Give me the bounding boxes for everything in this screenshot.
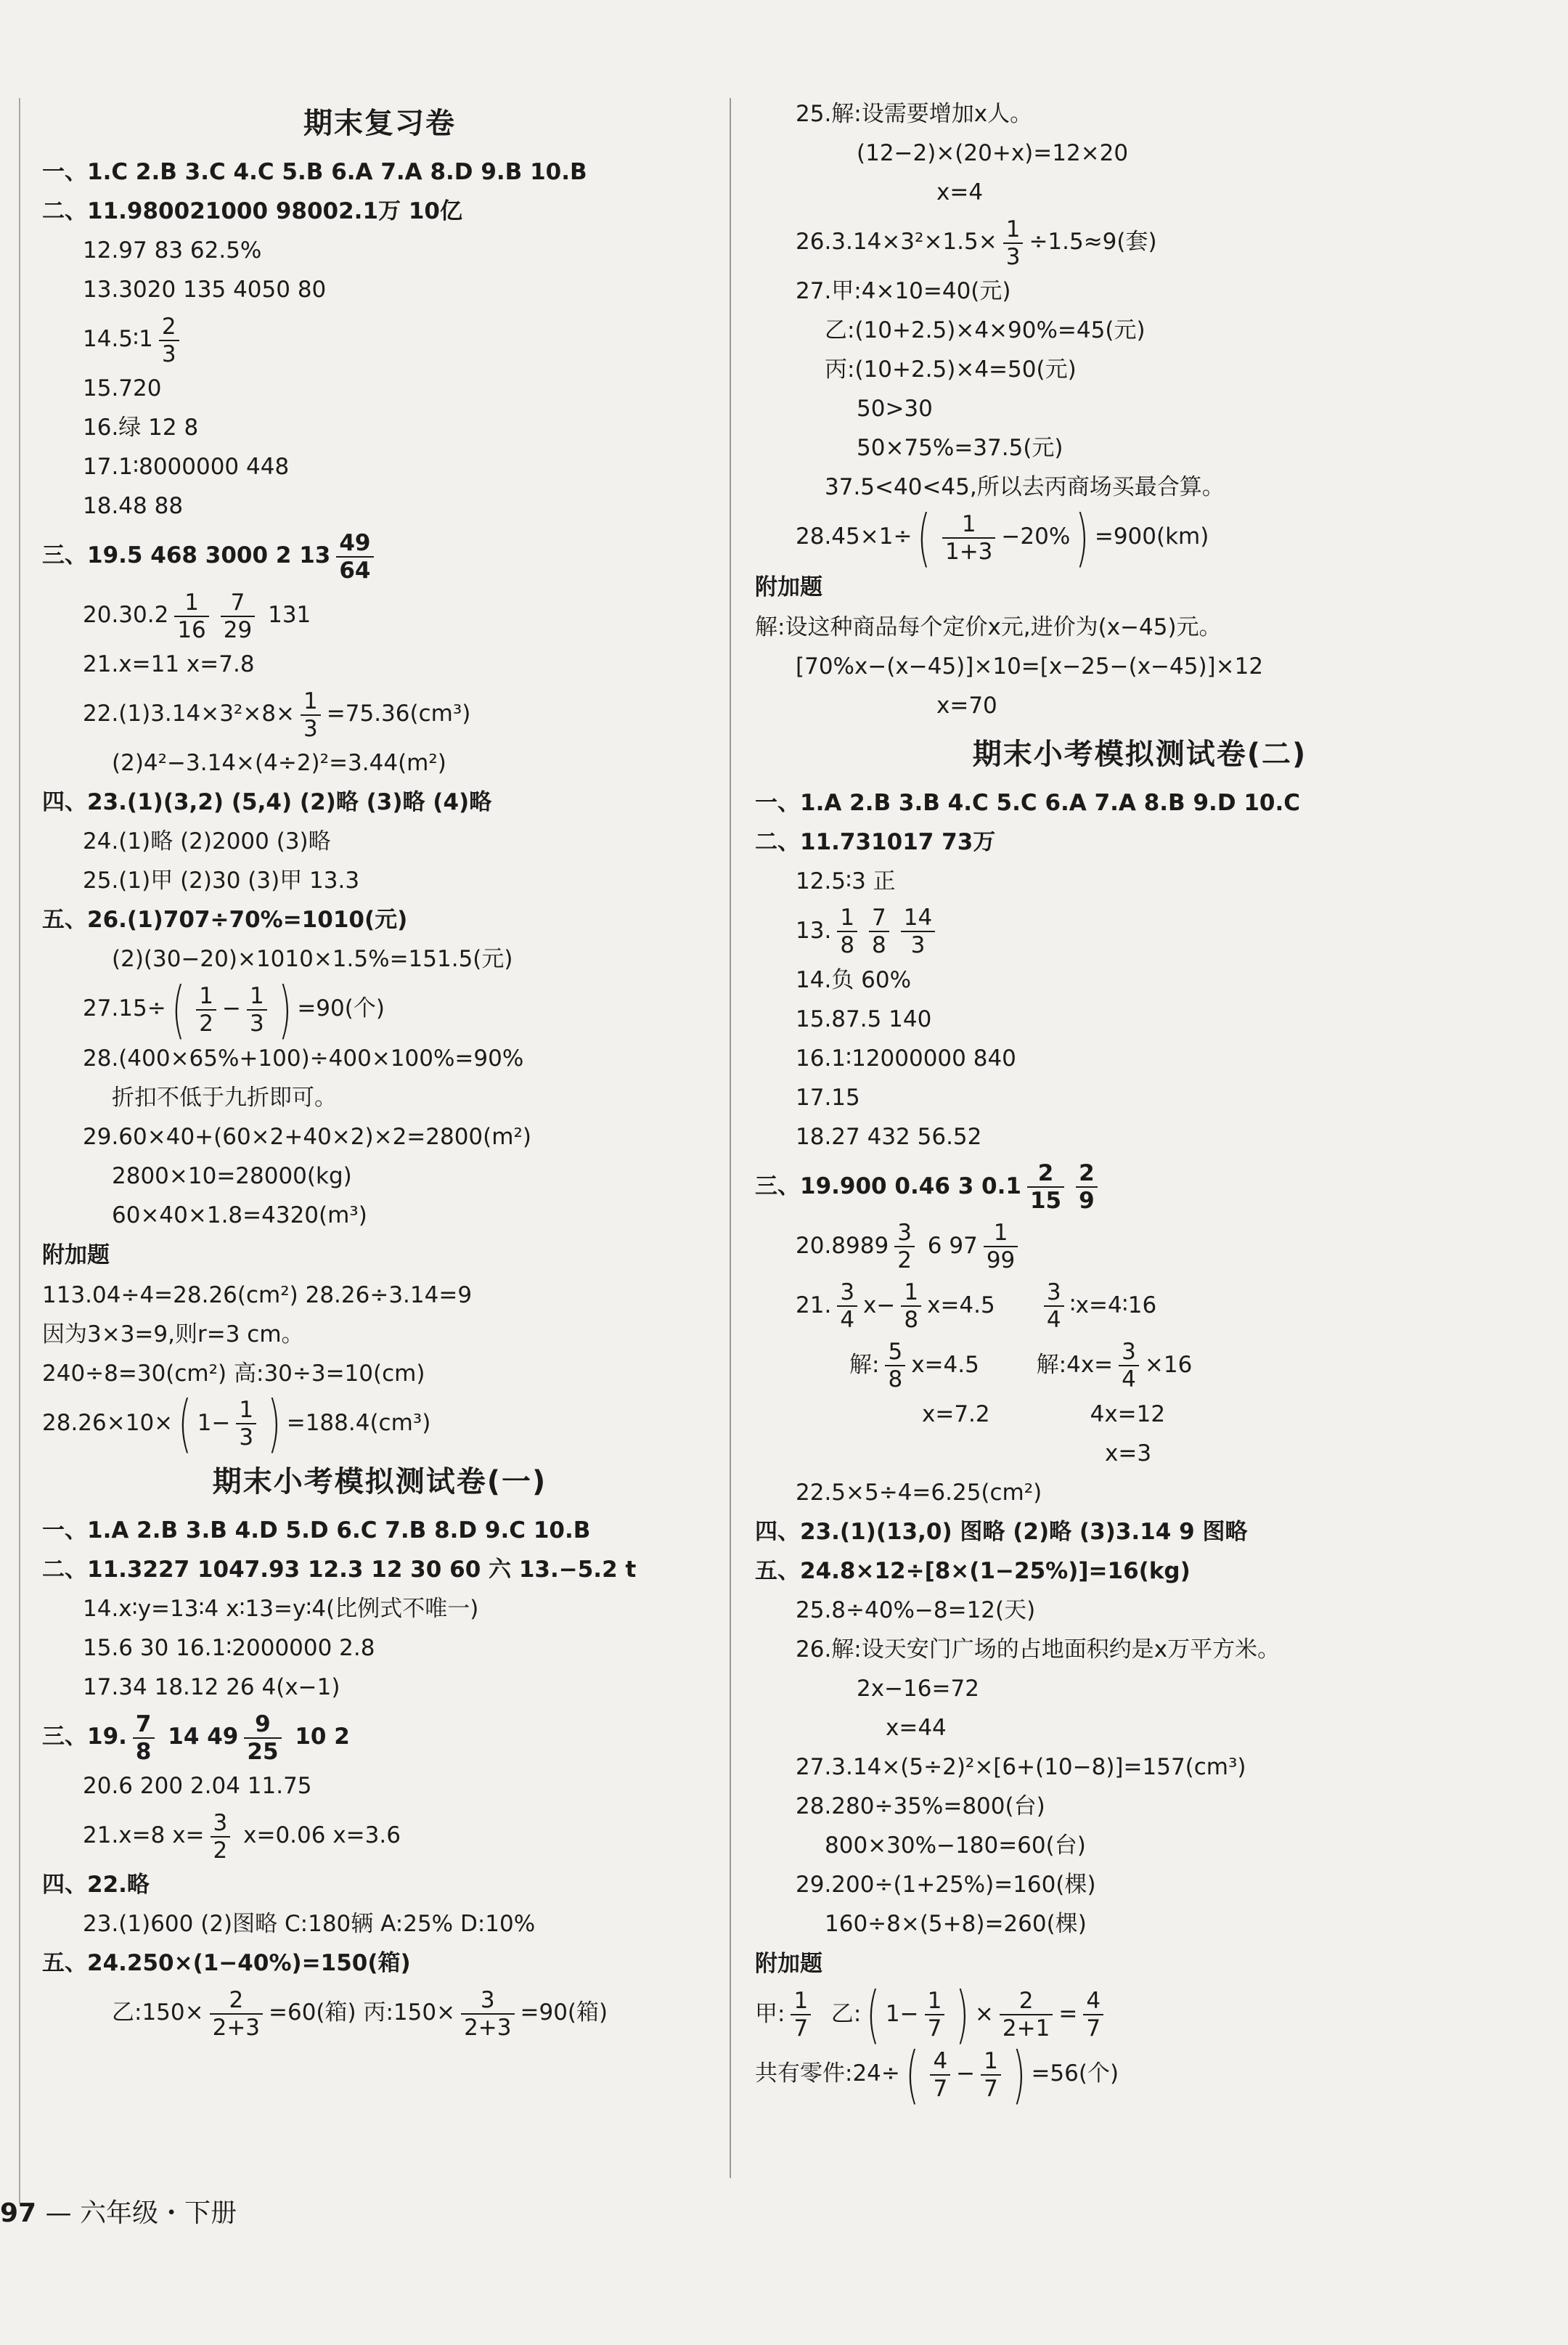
fraction: $\frac{1}{2}$	[196, 983, 216, 1037]
answer-line: x=7.2 4x=12	[922, 1400, 1166, 1427]
fraction: $\frac{2}{2+3}$	[210, 1987, 263, 2041]
fraction: $\frac{1}{7}$	[981, 2048, 1001, 2102]
fraction: $\frac{9}{25}$	[244, 1711, 281, 1765]
answer-line: 37.5<40<45,所以去丙商场买最合算。	[825, 474, 1225, 500]
answer-line: x=4	[936, 179, 984, 205]
answer-line: 解:设这种商品每个定价x元,进价为(x−45)元。	[755, 613, 1222, 640]
answer-line: 27.甲:4×10=40(元)	[796, 278, 1011, 304]
fraction: $\frac{49}{64}$	[336, 530, 373, 584]
answer-line: 12.97 83 62.5%	[83, 237, 262, 264]
answer-line: 113.04÷4=28.26(cm²) 28.26÷3.14=9	[42, 1281, 473, 1308]
fraction: $\frac{7}{8}$	[133, 1711, 155, 1765]
answer-line: 20.30.2 $\frac{1}{16}$ $\frac{7}{29}$ 131	[83, 589, 311, 643]
fraction: $\frac{1}{8}$	[837, 905, 857, 958]
answer-line: x=3	[1105, 1440, 1152, 1467]
answer-line: 折扣不低于九折即可。	[112, 1084, 337, 1111]
answer-line: 因为3×3=9,则r=3 cm。	[42, 1321, 304, 1347]
right-column	[755, 94, 1524, 2111]
page-footer	[0, 2193, 237, 2230]
fraction: $\frac{1}{3}$	[1003, 216, 1024, 270]
answer-line: 15.720	[83, 375, 162, 401]
answer-line: 50>30	[857, 396, 933, 422]
answer-line: 三、19. $\frac{7}{8}$ 14 49 $\frac{9}{25}$ 10 2	[42, 1710, 350, 1765]
extra-title: 附加题	[755, 1950, 822, 1977]
answer-line: 21.x=8 x= $\frac{3}{2}$ x=0.06 x=3.6	[83, 1809, 401, 1864]
answer-line: 60×40×1.8=4320(m³)	[112, 1202, 367, 1228]
answer-line: 28.(400×65%+100)÷400×100%=90%	[83, 1045, 524, 1072]
fraction: $\frac{1}{7}$	[791, 1988, 811, 2042]
fraction: $\frac{1}{99}$	[984, 1220, 1018, 1273]
fraction: $\frac{1}{3}$	[236, 1397, 256, 1451]
answer-line: 26.解:设天安门广场的占地面积约是x万平方米。	[796, 1636, 1281, 1663]
fraction: $\frac{1}{3}$	[247, 983, 267, 1037]
left-margin-rule	[19, 98, 20, 2203]
answer-line: 28.26×10×( 1− $\frac{1}{3}$ ) =188.4(cm³)	[42, 1387, 431, 1460]
answer-line: 二、11.731017 73万	[755, 828, 996, 855]
fraction: $\frac{3}{2+3}$	[461, 1987, 514, 2041]
answer-line: 四、23.(1)(3,2) (5,4) (2)略 (3)略 (4)略	[42, 789, 492, 815]
column-divider	[730, 98, 731, 2178]
mock2-title: 期末小考模拟测试卷(二)	[972, 737, 1307, 771]
fraction: $\frac{7}{29}$	[221, 590, 255, 643]
answer-line: 一、1.C 2.B 3.C 4.C 5.B 6.A 7.A 8.D 9.B 10.B	[42, 159, 587, 185]
answer-line: 四、22.略	[42, 1872, 150, 1898]
answer-line: (2)(30−20)×1010×1.5%=151.5(元)	[112, 946, 513, 972]
fraction: $\frac{1}{7}$	[925, 1988, 945, 2042]
answer-line: x=70	[936, 692, 997, 719]
fraction: $\frac{3}{4}$	[1119, 1339, 1139, 1392]
answer-line: x=44	[886, 1714, 947, 1741]
answer-line: 15.87.5 140	[796, 1006, 932, 1032]
answer-line: 解: $\frac{5}{8}$ x=4.5 解:4x= $\frac{3}{4}$ ×16	[849, 1339, 1193, 1392]
fraction: $\frac{1}{3}$	[301, 688, 321, 742]
answer-line: 27.15÷( $\frac{1}{2}$ − $\frac{1}{3}$ ) =90(个)	[83, 973, 385, 1046]
answer-line: 17.34 18.12 26 4(x−1)	[83, 1674, 340, 1700]
answer-line: 一、1.A 2.B 3.B 4.C 5.C 6.A 7.A 8.B 9.D 10.C	[755, 789, 1301, 816]
answer-line: 50×75%=37.5(元)	[857, 435, 1063, 461]
answer-line: 四、23.(1)(13,0) 图略 (2)略 (3)3.14 9 图略	[755, 1518, 1248, 1545]
answer-line	[42, 309, 717, 369]
footer-text: — 六年级・下册	[45, 2198, 237, 2228]
page-number: 97	[0, 2198, 37, 2228]
answer-line: 22.(1)3.14×3²×8× $\frac{1}{3}$ =75.36(cm³)	[83, 688, 471, 742]
answer-line: 28.45×1÷( $\frac{1}{1+3}$ −20%) =900(km)	[796, 501, 1209, 574]
answer-line: (12−2)×(20+x)=12×20	[857, 140, 1129, 166]
answer-line: 18.27 432 56.52	[796, 1123, 982, 1150]
answer-line: 14.x∶y=13∶4 x∶13=y∶4(比例式不唯一)	[83, 1596, 479, 1622]
review-title: 期末复习卷	[303, 107, 456, 140]
fraction: $\frac{2}{9}$	[1076, 1160, 1098, 1214]
answer-line: 25.8÷40%−8=12(天)	[796, 1596, 1036, 1623]
answer-line: 五、24.250×(1−40%)=150(箱)	[42, 1950, 411, 1976]
answer-line: 2800×10=28000(kg)	[112, 1162, 352, 1189]
left-column	[42, 94, 717, 2042]
answer-text: 14.5∶1	[83, 326, 153, 352]
answer-line: 17.1∶8000000 448	[83, 454, 290, 480]
answer-line: 15.6 30 16.1∶2000000 2.8	[83, 1635, 375, 1661]
fraction: $\frac{3}{4}$	[837, 1279, 857, 1333]
fraction: $\frac{2}{15}$	[1027, 1160, 1064, 1214]
answer-line: 22.5×5÷4=6.25(cm²)	[796, 1479, 1042, 1506]
answer-line: 五、24.8×12÷[8×(1−25%)]=16(kg)	[755, 1557, 1191, 1584]
answer-line: [70%x−(x−45)]×10=[x−25−(x−45)]×12	[796, 653, 1264, 680]
fraction: $\frac{1}{1+3}$	[942, 511, 995, 565]
answer-line: 28.280÷35%=800(台)	[796, 1793, 1045, 1819]
answer-line: 26.3.14×3²×1.5× $\frac{1}{3}$ ÷1.5≈9(套)	[796, 216, 1157, 270]
answer-line: 16.1∶12000000 840	[796, 1045, 1016, 1072]
answer-line: 29.200÷(1+25%)=160(棵)	[796, 1871, 1096, 1898]
mock1-title: 期末小考模拟测试卷(一)	[212, 1465, 547, 1498]
answer-line: 二、11.980021000 98002.1万 10亿	[42, 198, 462, 224]
fraction: $\frac{2}{3}$	[159, 314, 179, 367]
fraction: $\frac{4}{7}$	[930, 2048, 950, 2102]
answer-line: 12.5∶3 正	[796, 868, 896, 894]
answer-line: 18.48 88	[83, 493, 184, 519]
answer-line: (2)4²−3.14×(4÷2)²=3.44(m²)	[112, 750, 446, 776]
answer-line: 800×30%−180=60(台)	[825, 1832, 1086, 1859]
answer-line: 甲: $\frac{1}{7}$ 乙:( 1− $\frac{1}{7}$ ) × $\frac{2}{2+1}$ = $\frac{4}{7}$	[755, 1984, 1524, 2044]
fraction: $\frac{1}{8}$	[901, 1279, 921, 1333]
answer-line: 20.8989 $\frac{3}{2}$ 6 97 $\frac{1}{99}$	[755, 1216, 1524, 1276]
answer-line: 丙:(10+2.5)×4=50(元)	[825, 356, 1077, 383]
answer-line: 160÷8×(5+8)=260(棵)	[825, 1910, 1087, 1937]
fraction: $\frac{4}{7}$	[1083, 1988, 1103, 2042]
fraction: $\frac{3}{2}$	[211, 1810, 231, 1864]
answer-line: 乙:150× $\frac{2}{2+3}$ =60(箱) 丙:150× $\frac{3}{2+3}$ =90(箱)	[112, 1986, 608, 2041]
extra-title: 附加题	[42, 1241, 110, 1268]
answer-line: 13.3020 135 4050 80	[83, 277, 327, 303]
answer-line: 14.负 60%	[796, 966, 912, 993]
answer-line: 13. $\frac{1}{8}$ $\frac{7}{8}$ $\frac{14}{3}$	[755, 901, 1524, 961]
fraction: $\frac{3}{4}$	[1044, 1279, 1064, 1333]
answer-line: 二、11.3227 1047.93 12.3 12 30 60 六 13.−5.2 t	[42, 1557, 637, 1583]
answer-line: 23.(1)600 (2)图略 C:180辆 A:25% D:10%	[83, 1911, 536, 1937]
fraction: $\frac{1}{16}$	[174, 590, 208, 643]
fraction: $\frac{2}{2+1}$	[1000, 1988, 1053, 2042]
fraction: $\frac{3}{2}$	[894, 1220, 915, 1273]
fraction: $\frac{7}{8}$	[869, 905, 889, 958]
answer-line: 20.6 200 2.04 11.75	[83, 1773, 312, 1799]
answer-line: 2x−16=72	[857, 1675, 979, 1702]
answer-line: 21.x=11 x=7.8	[83, 651, 255, 677]
fraction: $\frac{14}{3}$	[901, 905, 935, 958]
answer-line: 共有零件:24÷( $\frac{4}{7}$ − $\frac{1}{7}$ ) =56(个)	[755, 2038, 1119, 2111]
answer-line: 乙:(10+2.5)×4×90%=45(元)	[825, 317, 1146, 343]
extra-title: 附加题	[755, 574, 822, 600]
answer-line: 27.3.14×(5÷2)²×[6+(10−8)]=157(cm³)	[796, 1753, 1246, 1780]
answer-line: 17.15	[796, 1084, 860, 1111]
answer-line: 24.(1)略 (2)2000 (3)略	[83, 828, 331, 855]
answer-line: 25.(1)甲 (2)30 (3)甲 13.3	[83, 868, 360, 894]
answer-line: 三、19.5 468 3000 2 13 $\frac{49}{64}$	[42, 526, 717, 585]
answer-line: 21. $\frac{3}{4}$ x− $\frac{1}{8}$ x=4.5 $\frac{3}{4}$ ∶x=4∶16	[796, 1279, 1157, 1333]
answer-line: 29.60×40+(60×2+40×2)×2=2800(m²)	[83, 1123, 531, 1150]
answer-line: 五、26.(1)707÷70%=1010(元)	[42, 907, 408, 933]
fraction: $\frac{5}{8}$	[885, 1339, 905, 1392]
answer-line: 240÷8=30(cm²) 高:30÷3=10(cm)	[42, 1360, 425, 1387]
answer-line: 16.绿 12 8	[83, 415, 199, 441]
answer-line: 一、1.A 2.B 3.B 4.D 5.D 6.C 7.B 8.D 9.C 10.B	[42, 1517, 591, 1543]
answer-line: 三、19.900 0.46 3 0.1 $\frac{2}{15}$ $\frac{2}{9}$	[755, 1157, 1524, 1216]
answer-line: 25.解:设需要增加x人。	[796, 101, 1033, 127]
